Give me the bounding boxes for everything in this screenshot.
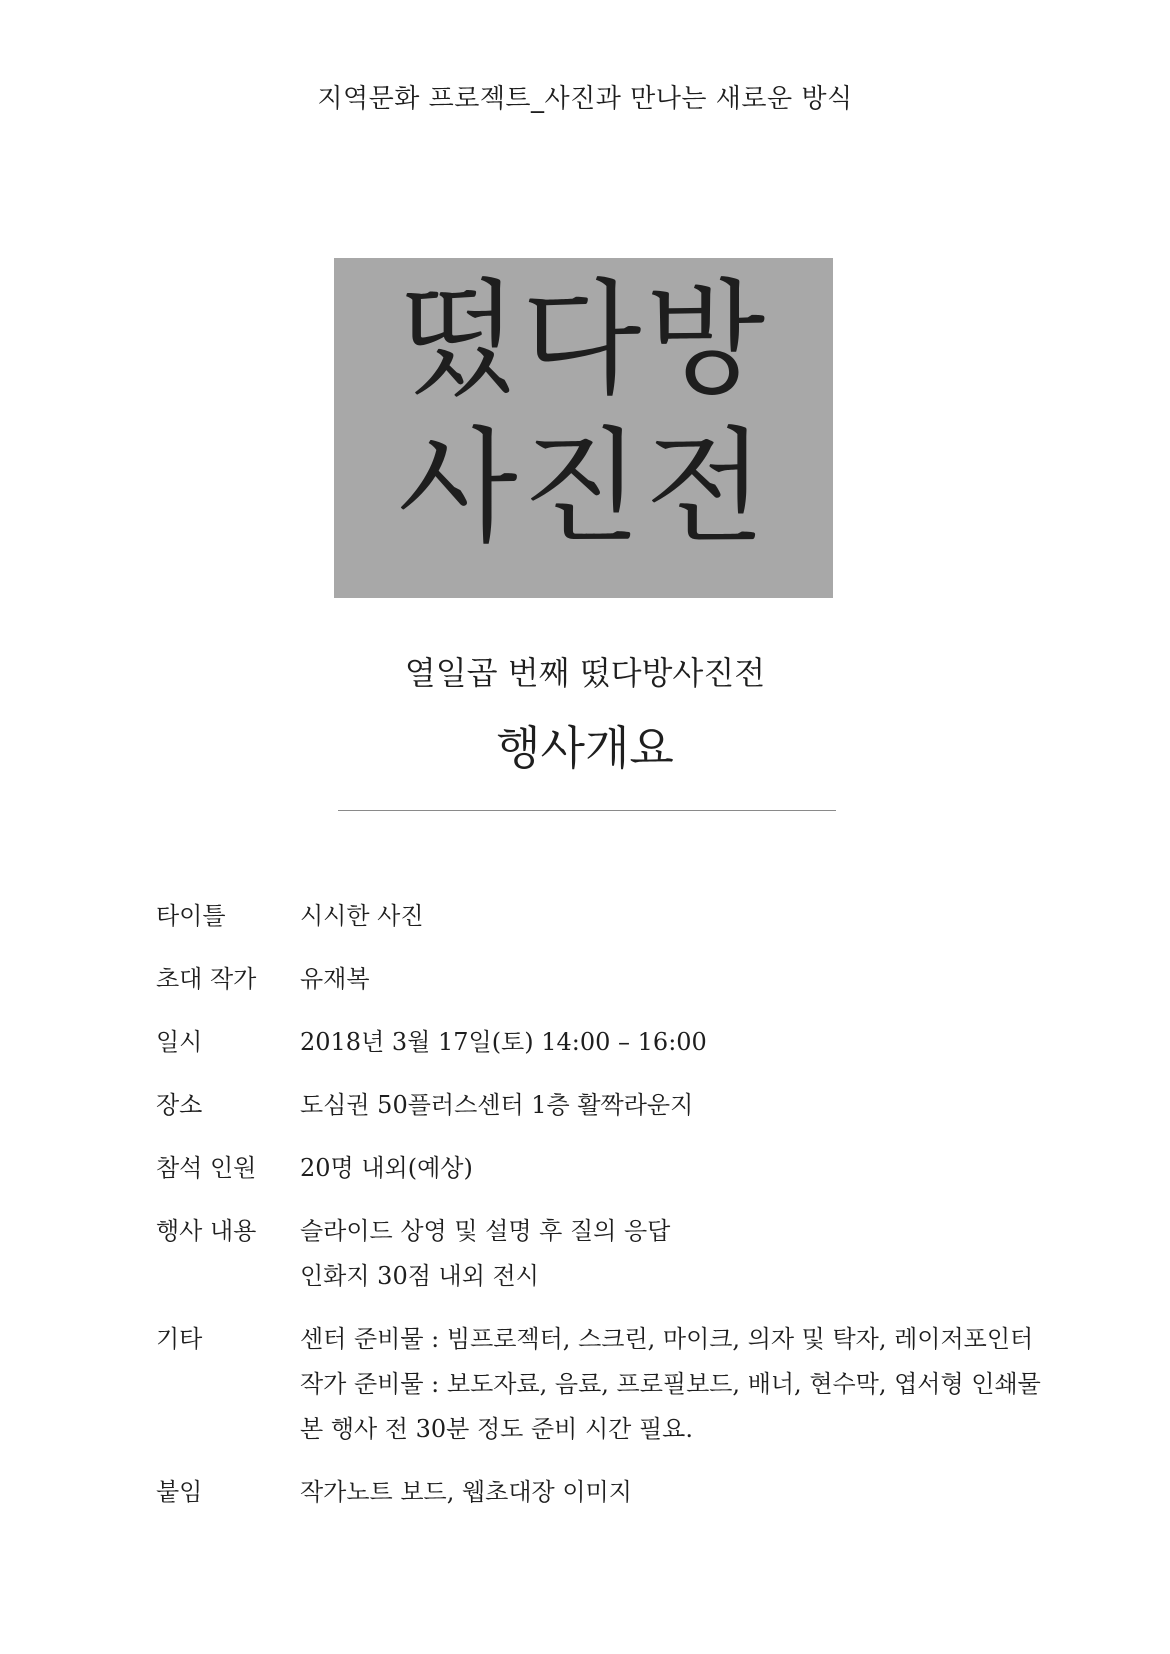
detail-value-line: 작가노트 보드, 웹초대장 이미지 (300, 1478, 632, 1506)
detail-value (300, 1020, 1086, 1065)
detail-value (300, 1083, 1086, 1128)
section-heading: 행사개요 (496, 721, 674, 775)
detail-label: 참석 인원 (156, 1154, 257, 1182)
detail-value-line: 시시한 사진 (300, 902, 424, 930)
divider (338, 810, 836, 811)
detail-label: 붙임 (156, 1478, 203, 1506)
detail-row-title (156, 898, 1086, 939)
detail-row-attendance (156, 1150, 1086, 1191)
detail-value-line: 20명 내외(예상) (300, 1154, 473, 1182)
detail-value-line: 작가 준비물 : 보도자료, 음료, 프로필보드, 배너, 현수막, 엽서형 인쇄물 (300, 1370, 1041, 1398)
event-subtitle: 열일곱 번째 떴다방사진전 (404, 654, 766, 692)
detail-label: 기타 (156, 1325, 203, 1353)
detail-value-line: 2018년 3월 17일(토) 14:00 – 16:00 (300, 1028, 707, 1056)
detail-value (300, 1209, 1086, 1299)
detail-row-date (156, 1024, 1086, 1065)
detail-value (300, 1317, 1086, 1452)
detail-row-etc (156, 1321, 1086, 1452)
detail-label: 장소 (156, 1091, 203, 1119)
detail-label: 타이틀 (156, 902, 226, 930)
detail-row-program (156, 1213, 1086, 1299)
detail-value-line: 도심권 50플러스센터 1층 활짝라운지 (300, 1091, 694, 1119)
detail-value (300, 957, 1086, 1002)
detail-value-line: 슬라이드 상영 및 설명 후 질의 응답 (300, 1217, 671, 1245)
detail-value (300, 1146, 1086, 1191)
detail-value-line: 센터 준비물 : 빔프로젝터, 스크린, 마이크, 의자 및 탁자, 레이저포인터 (300, 1325, 1034, 1353)
detail-label: 초대 작가 (156, 965, 257, 993)
detail-row-attachments (156, 1474, 1086, 1515)
detail-value (300, 1470, 1086, 1515)
detail-value-line: 유재복 (300, 965, 370, 993)
detail-label: 일시 (156, 1028, 203, 1056)
detail-row-venue (156, 1087, 1086, 1128)
detail-value-line: 인화지 30점 내외 전시 (300, 1262, 539, 1290)
title-block (334, 258, 833, 598)
detail-label: 행사 내용 (156, 1217, 257, 1245)
title-line-1: 떴다방 (397, 268, 770, 412)
project-header: 지역문화 프로젝트_사진과 만나는 새로운 방식 (317, 84, 853, 114)
detail-row-artist (156, 961, 1086, 1002)
event-details (156, 898, 1086, 1537)
detail-value-line: 본 행사 전 30분 정도 준비 시간 필요. (300, 1415, 693, 1443)
detail-value (300, 894, 1086, 939)
title-line-2: 사진전 (397, 416, 770, 560)
